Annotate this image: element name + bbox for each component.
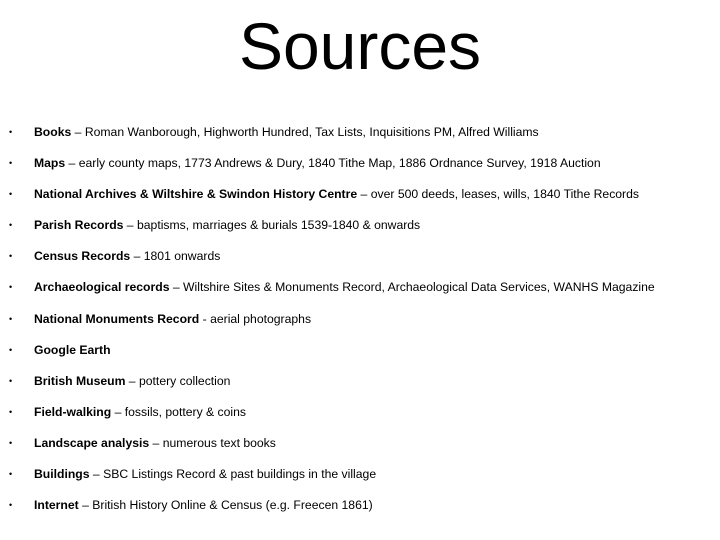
bullet-description: baptisms, marriages & burials 1539-1840 & onwards bbox=[136, 218, 421, 233]
bullet-item-census-records bbox=[0, 246, 720, 277]
bullet-text bbox=[34, 433, 276, 453]
bullet-description: early county maps, 1773 Andrews & Dury, 1840 Tithe Map, 1886 Ordnance Survey, 1918 Auction bbox=[78, 156, 601, 171]
bullet-separator: – bbox=[149, 435, 163, 450]
bullet-separator: – bbox=[169, 280, 184, 295]
bullet-item-british-museum bbox=[0, 371, 720, 402]
bullet-term: Archaeological records bbox=[34, 280, 170, 295]
bullet-text bbox=[34, 340, 111, 360]
bullet-term: Landscape analysis bbox=[34, 435, 150, 450]
bullet-text bbox=[34, 495, 373, 515]
bullet-description: numerous text books bbox=[162, 435, 276, 450]
bullet-term: Internet bbox=[34, 498, 79, 513]
bullet-separator: – bbox=[65, 156, 79, 171]
bullet-icon: • bbox=[9, 251, 13, 262]
bullet-item-national-archives bbox=[0, 184, 720, 215]
bullet-text bbox=[34, 122, 539, 142]
bullet-separator: – bbox=[89, 467, 104, 482]
bullet-text bbox=[34, 309, 311, 329]
bullet-description: fossils, pottery & coins bbox=[124, 404, 247, 419]
bullet-description: Roman Wanborough, Highworth Hundred, Tax Lists, Inquisitions PM, Alfred Williams bbox=[84, 125, 539, 139]
bullet-item-national-monuments-record bbox=[0, 309, 720, 340]
bullet-separator: – bbox=[123, 218, 137, 233]
bullet-separator: – bbox=[71, 125, 85, 139]
bullet-term: Buildings bbox=[34, 467, 90, 482]
bullet-item-buildings bbox=[0, 464, 720, 495]
bullet-separator: – bbox=[125, 373, 139, 388]
bullet-item-google-earth bbox=[0, 340, 720, 371]
bullet-icon: • bbox=[9, 127, 13, 137]
bullet-separator: - bbox=[199, 311, 211, 326]
bullet-description: Wiltshire Sites & Monuments Record, Archaeological Data Services, WANHS Magazine bbox=[183, 280, 655, 295]
bullet-term: Field-walking bbox=[34, 404, 112, 419]
bullet-term: Google Earth bbox=[34, 342, 111, 357]
bullet-item-parish-records bbox=[0, 215, 720, 246]
bullet-item-archaeological-records bbox=[0, 277, 720, 308]
bullet-description: over 500 deeds, leases, wills, 1840 Tithe Records bbox=[370, 187, 639, 202]
bullet-icon: • bbox=[9, 282, 13, 293]
bullet-item-books bbox=[0, 122, 720, 153]
bullet-text bbox=[34, 277, 655, 297]
bullet-text bbox=[34, 464, 376, 484]
bullet-separator: – bbox=[130, 249, 144, 264]
bullet-icon: • bbox=[9, 220, 13, 231]
bullet-separator: – bbox=[111, 404, 125, 419]
bullet-term: British Museum bbox=[34, 373, 126, 388]
bullet-description: pottery collection bbox=[138, 373, 231, 388]
bullet-icon: • bbox=[9, 158, 13, 169]
bullet-item-internet bbox=[0, 495, 720, 526]
bullet-term: Maps bbox=[34, 156, 66, 171]
bullet-text bbox=[34, 184, 639, 204]
bullet-description: 1801 onwards bbox=[143, 249, 221, 264]
bullet-icon: • bbox=[9, 313, 13, 324]
bullet-text bbox=[34, 371, 230, 391]
bullet-text bbox=[34, 153, 601, 173]
bullet-term: National Archives & Wiltshire & Swindon History Centre bbox=[34, 187, 358, 202]
bullet-term: National Monuments Record bbox=[34, 311, 200, 326]
bullet-term: Census Records bbox=[34, 249, 131, 264]
bullet-text bbox=[34, 246, 220, 266]
bullet-term: Books bbox=[34, 125, 72, 139]
bullet-separator: – bbox=[78, 498, 93, 513]
sources-bullet-list bbox=[0, 122, 720, 526]
bullet-icon: • bbox=[9, 469, 13, 480]
bullet-description: British History Online & Census (e.g. Freecen 1861) bbox=[92, 498, 373, 513]
slide-title: Sources bbox=[238, 9, 482, 83]
bullet-icon: • bbox=[9, 344, 13, 355]
bullet-icon: • bbox=[9, 189, 13, 200]
bullet-icon: • bbox=[9, 375, 13, 386]
bullet-item-field-walking bbox=[0, 402, 720, 433]
bullet-text bbox=[34, 402, 246, 422]
bullet-separator: – bbox=[357, 187, 371, 202]
bullet-icon: • bbox=[9, 406, 13, 417]
bullet-description: SBC Listings Record & past buildings in the village bbox=[103, 467, 377, 482]
bullet-description: aerial photographs bbox=[210, 311, 312, 326]
bullet-item-landscape-analysis bbox=[0, 433, 720, 464]
bullet-icon: • bbox=[9, 437, 13, 448]
bullet-term: Parish Records bbox=[34, 218, 124, 233]
bullet-icon: • bbox=[9, 500, 13, 511]
bullet-text bbox=[34, 215, 420, 235]
bullet-item-maps bbox=[0, 153, 720, 184]
